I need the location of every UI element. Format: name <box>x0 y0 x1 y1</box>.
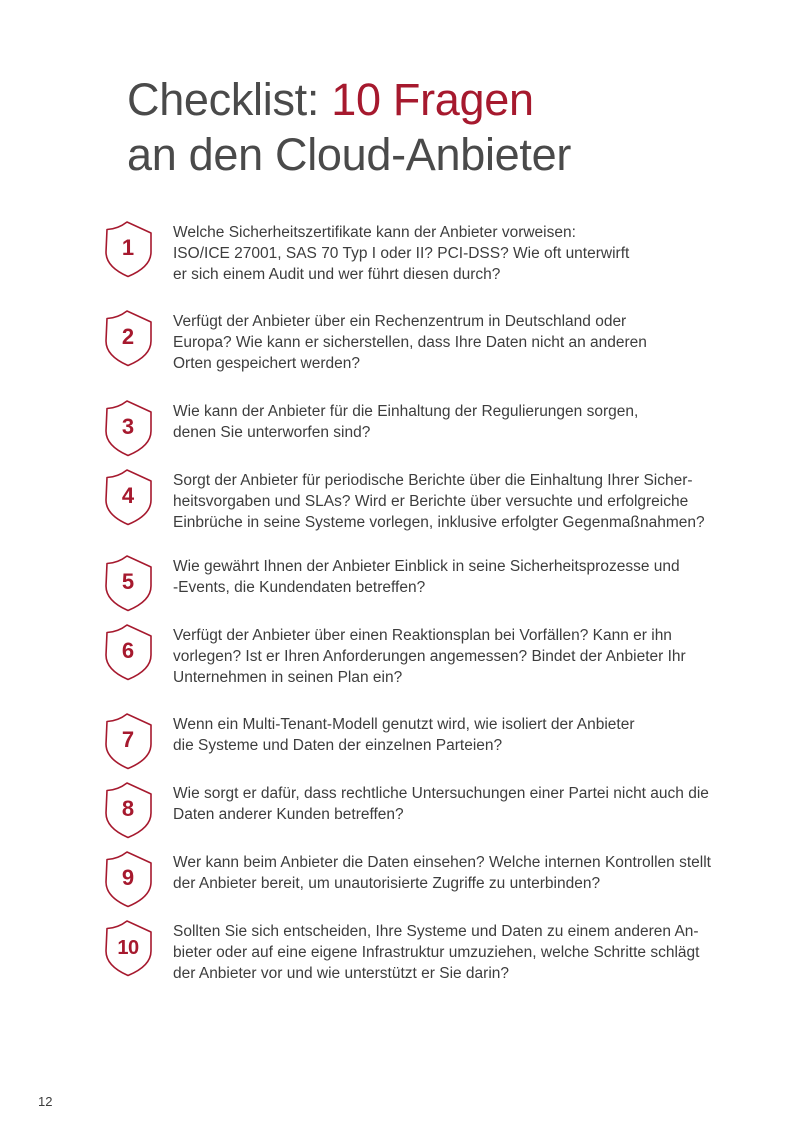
shield-icon <box>103 309 153 367</box>
item-text-line: er sich einem Audit und wer führt diesen durch? <box>173 266 501 283</box>
item-number: 1 <box>121 235 135 260</box>
item-text <box>173 852 758 894</box>
item-text <box>173 714 758 756</box>
item-text-line: Wie kann der Anbieter für die Einhaltung der Regulierungen sorgen, <box>173 403 639 420</box>
item-number: 8 <box>121 796 135 821</box>
shield-icon <box>103 781 153 839</box>
item-text <box>173 783 758 825</box>
page-number: 12 <box>38 1094 53 1109</box>
item-text <box>173 556 758 598</box>
shield-icon <box>103 554 153 612</box>
item-number: 6 <box>121 638 135 663</box>
item-text <box>173 470 758 533</box>
item-text-line: der Anbieter bereit, um unautorisierte Zugriffe zu unterbinden? <box>173 875 601 892</box>
item-text-line: Wer kann beim Anbieter die Daten einsehen? Welche internen Kontrollen stellt <box>173 854 711 871</box>
item-text-line: Sollten Sie sich entscheiden, Ihre Systeme und Daten zu einem anderen An- <box>173 923 699 940</box>
item-text-line: ISO/ICE 27001, SAS 70 Typ I oder II? PCI-DSS? Wie oft unterwirft <box>173 245 630 262</box>
item-text <box>173 311 758 374</box>
item-text-line: Wie gewährt Ihnen der Anbieter Einblick in seine Sicherheitsprozesse und <box>173 558 680 575</box>
item-text <box>173 625 758 688</box>
title-accent: 10 Fragen <box>331 74 534 125</box>
item-text-line: Daten anderer Kunden betreffen? <box>173 806 404 823</box>
item-number: 9 <box>121 865 135 890</box>
item-text <box>173 222 758 285</box>
item-text-line: -Events, die Kundendaten betreffen? <box>173 579 426 596</box>
item-number: 10 <box>117 937 139 959</box>
shield-icon <box>103 399 153 457</box>
shield-icon <box>103 712 153 770</box>
item-text-line: Verfügt der Anbieter über ein Rechenzentrum in Deutschland oder <box>173 313 627 330</box>
item-text-line: Einbrüche in seine Systeme vorlegen, inklusive erfolgter Gegenmaßnahmen? <box>173 514 705 531</box>
item-text <box>173 401 758 443</box>
item-text-line: denen Sie unterworfen sind? <box>173 424 371 441</box>
item-text-line: Verfügt der Anbieter über einen Reaktionsplan bei Vorfällen? Kann er ihn <box>173 627 672 644</box>
item-text-line: Wie sorgt er dafür, dass rechtliche Untersuchungen einer Partei nicht auch die <box>173 785 709 802</box>
item-text-line: Welche Sicherheitszertifikate kann der Anbieter vorweisen: <box>173 224 576 241</box>
shield-icon <box>103 220 153 278</box>
shield-icon <box>103 623 153 681</box>
item-text-line: heitsvorgaben und SLAs? Wird er Berichte über versuchte und erfolgreiche <box>173 493 689 510</box>
item-text-line: der Anbieter vor und wie unterstützt er Sie darin? <box>173 965 510 982</box>
item-text-line: Orten gespeichert werden? <box>173 355 360 372</box>
item-number: 4 <box>121 483 135 508</box>
item-text-line: Unternehmen in seinen Plan ein? <box>173 669 403 686</box>
item-number: 7 <box>121 727 135 752</box>
item-text-line: Wenn ein Multi-Tenant-Modell genutzt wird, wie isoliert der Anbieter <box>173 716 635 733</box>
page-title <box>127 72 571 182</box>
shield-icon <box>103 919 153 977</box>
item-text-line: Europa? Wie kann er sicherstellen, dass Ihre Daten nicht an anderen <box>173 334 647 351</box>
item-text-line: die Systeme und Daten der einzelnen Parteien? <box>173 737 503 754</box>
shield-icon <box>103 468 153 526</box>
item-text-line: bieter oder auf eine eigene Infrastruktur umzuziehen, welche Schritte schlägt <box>173 944 700 961</box>
item-text-line: Sorgt der Anbieter für periodische Berichte über die Einhaltung Ihrer Sicher- <box>173 472 693 489</box>
title-prefix: Checklist: <box>127 74 332 125</box>
title-line-2: an den Cloud-Anbieter <box>127 129 572 180</box>
item-text-line: vorlegen? Ist er Ihren Anforderungen angemessen? Bindet der Anbieter Ihr <box>173 648 686 665</box>
item-number: 3 <box>121 414 135 439</box>
shield-icon <box>103 850 153 908</box>
item-number: 2 <box>121 324 135 349</box>
item-number: 5 <box>121 569 135 594</box>
item-text <box>173 921 758 984</box>
